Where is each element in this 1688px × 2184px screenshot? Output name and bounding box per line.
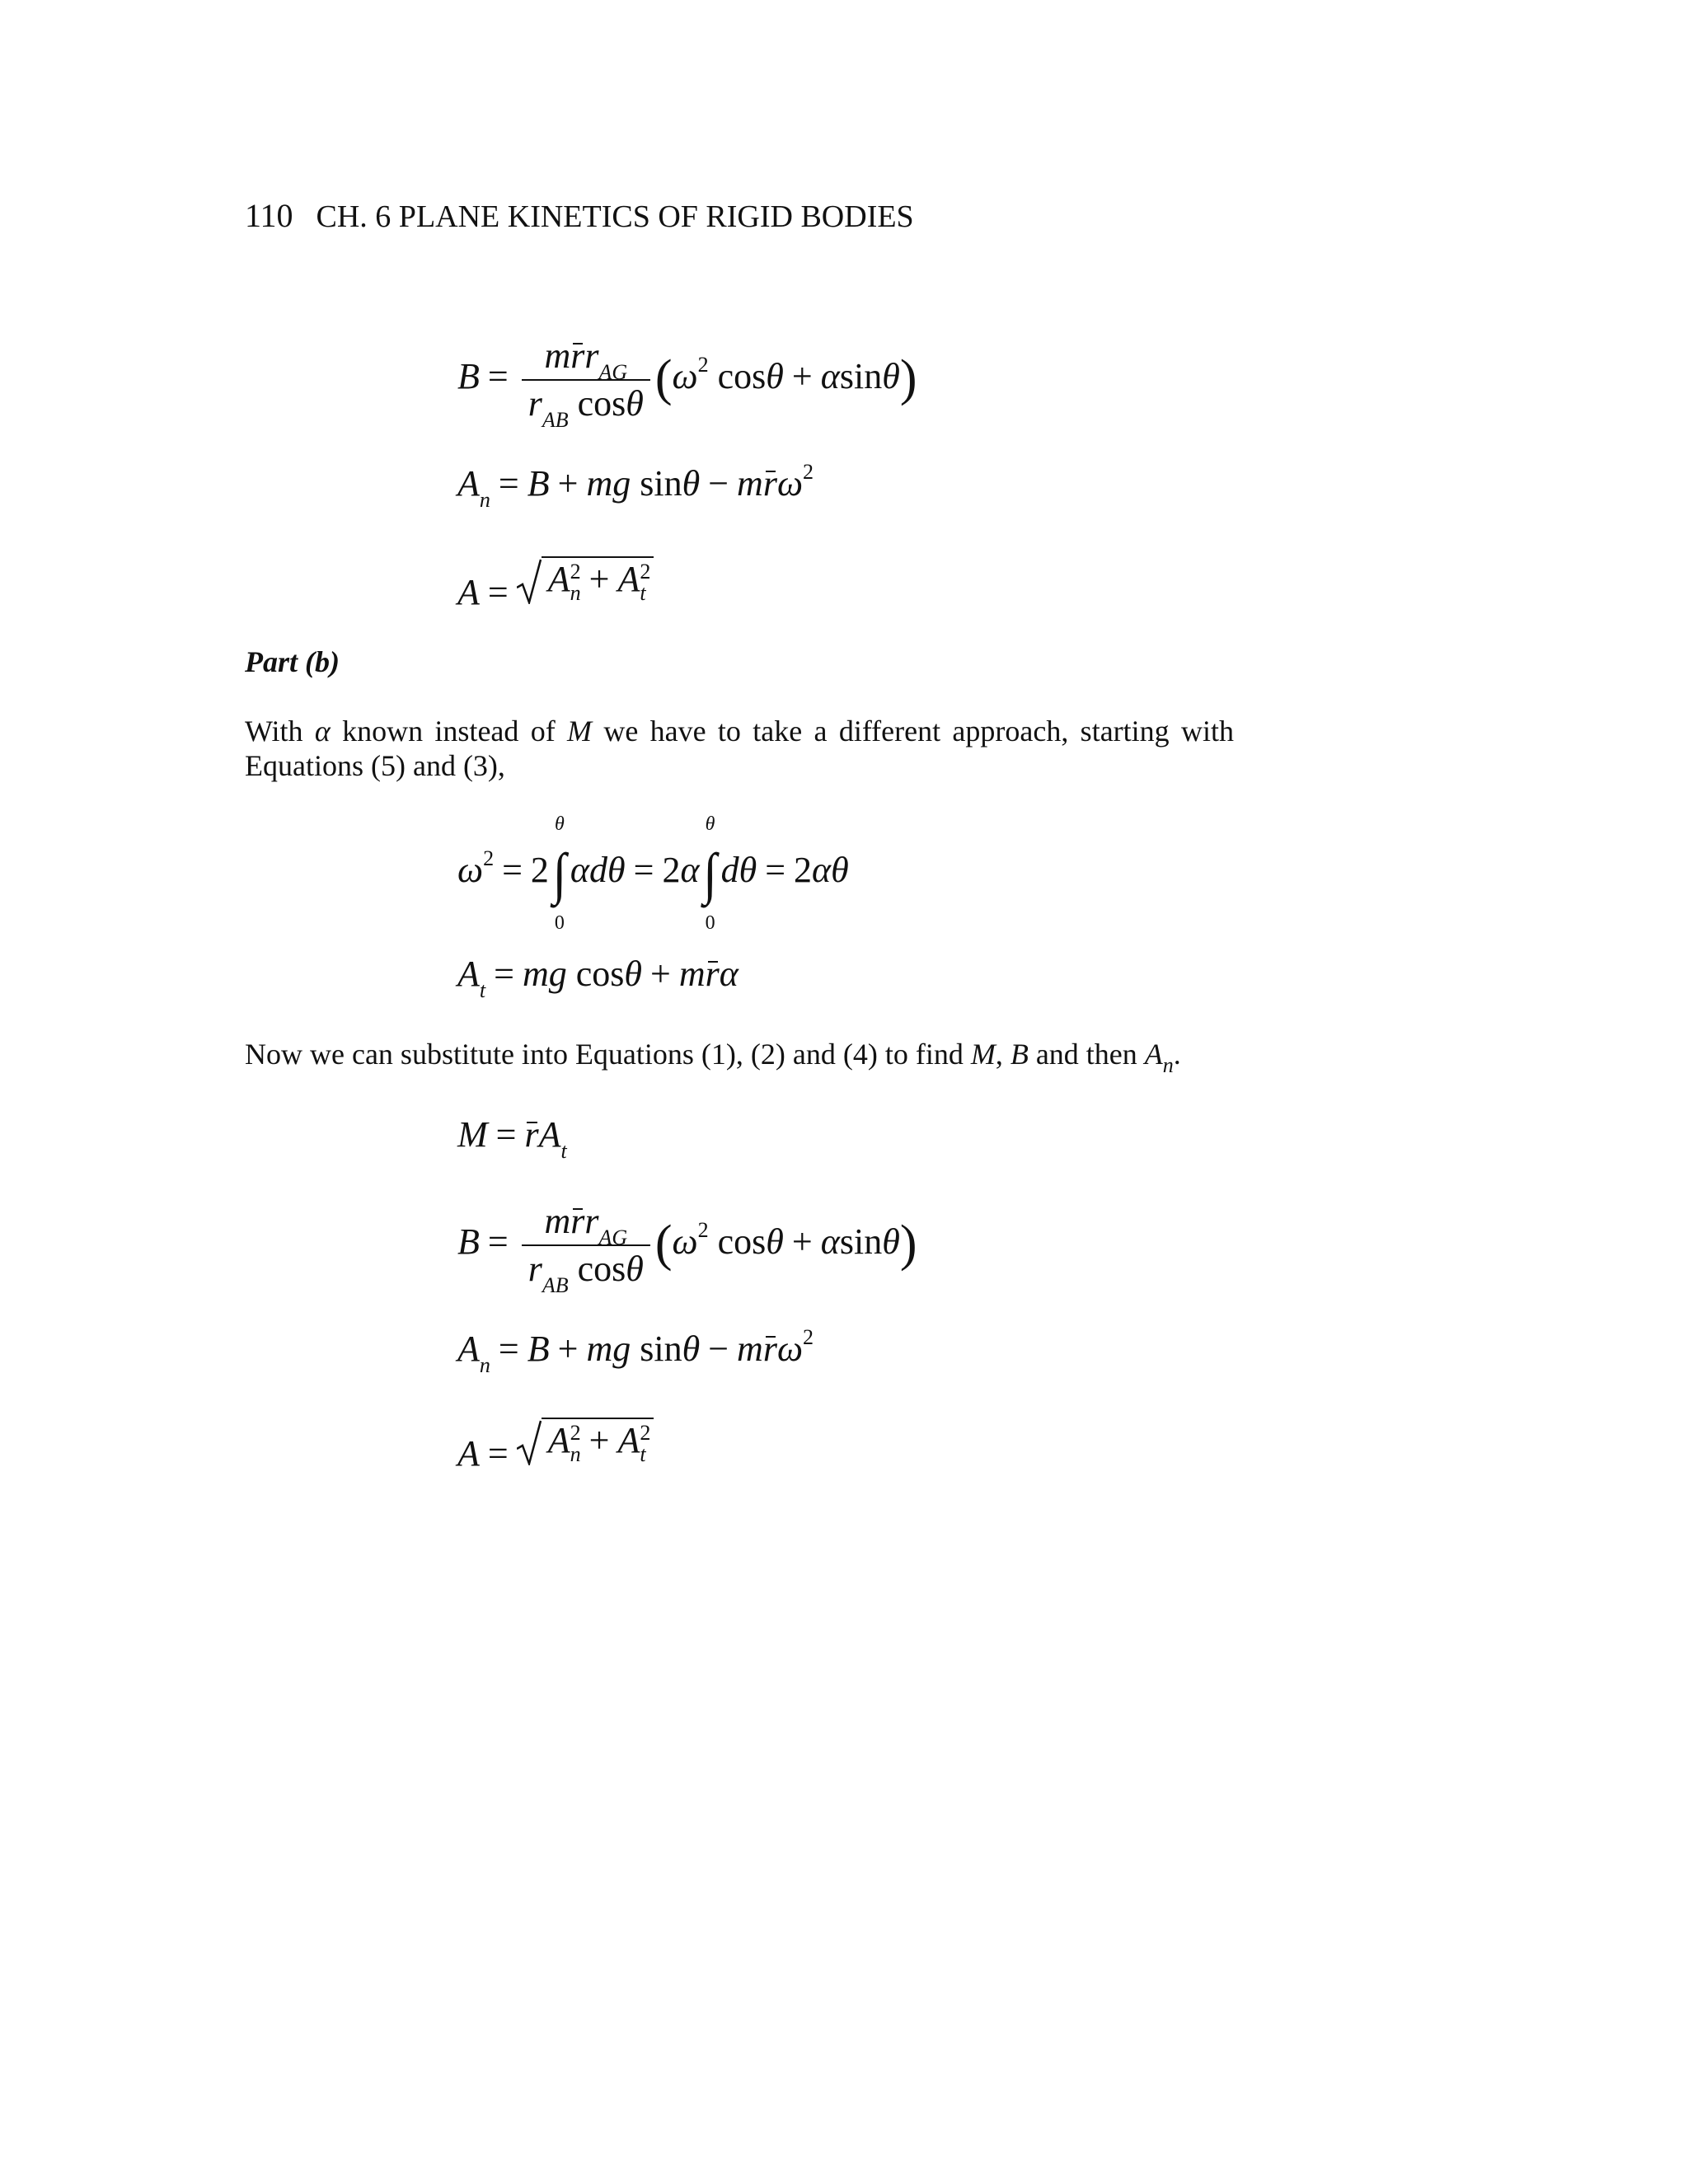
equation-a-part-a: A = A 2 n + A 2 t bbox=[457, 556, 654, 611]
paragraph-substitute: Now we can substitute into Equations (1), (2) and (4) to find M, B and then $A_n$. bbox=[245, 1038, 1181, 1077]
paragraph-approach: With α known instead of M we have to take a different approach, starting with Equations (5) and (3), bbox=[245, 715, 1234, 782]
chapter-title: CH. 6 PLANE KINETICS OF RIGID BODIES bbox=[316, 199, 914, 234]
equation-m: $M = rA_t$ bbox=[457, 1114, 567, 1163]
equation-an-part-b: $A_n = B$ + mg sinθ − mrω$^2$ bbox=[457, 1325, 814, 1377]
equation-a-part-b: A = A 2 n + A 2 t bbox=[457, 1418, 654, 1472]
equation-an-part-a: $A_n = B$ + mg sinθ − mrω$^2$ bbox=[457, 460, 814, 512]
equation-b-part-a: B = $\frac{mrr_{AG}}{r_{AB} \cos\theta}$ ($\omega^2$ cosθ + αsinθ) bbox=[457, 335, 917, 432]
equation-at: $A_t$ = mg cosθ + mrα bbox=[457, 954, 738, 1002]
page-number: 110 bbox=[245, 197, 293, 234]
equation-b-part-b: B = $\frac{mrr_{AG}}{r_{AB} \cos\theta}$ ($\omega^2$ cosθ + αsinθ) bbox=[457, 1201, 917, 1297]
part-b-heading: Part (b) bbox=[245, 645, 340, 678]
page-header bbox=[245, 196, 914, 235]
equation-omega-squared: $\omega^2 = 2$ θ ∫ 0 αdθ = 2α θ ∫ 0 dθ = 2αθ bbox=[457, 813, 849, 934]
